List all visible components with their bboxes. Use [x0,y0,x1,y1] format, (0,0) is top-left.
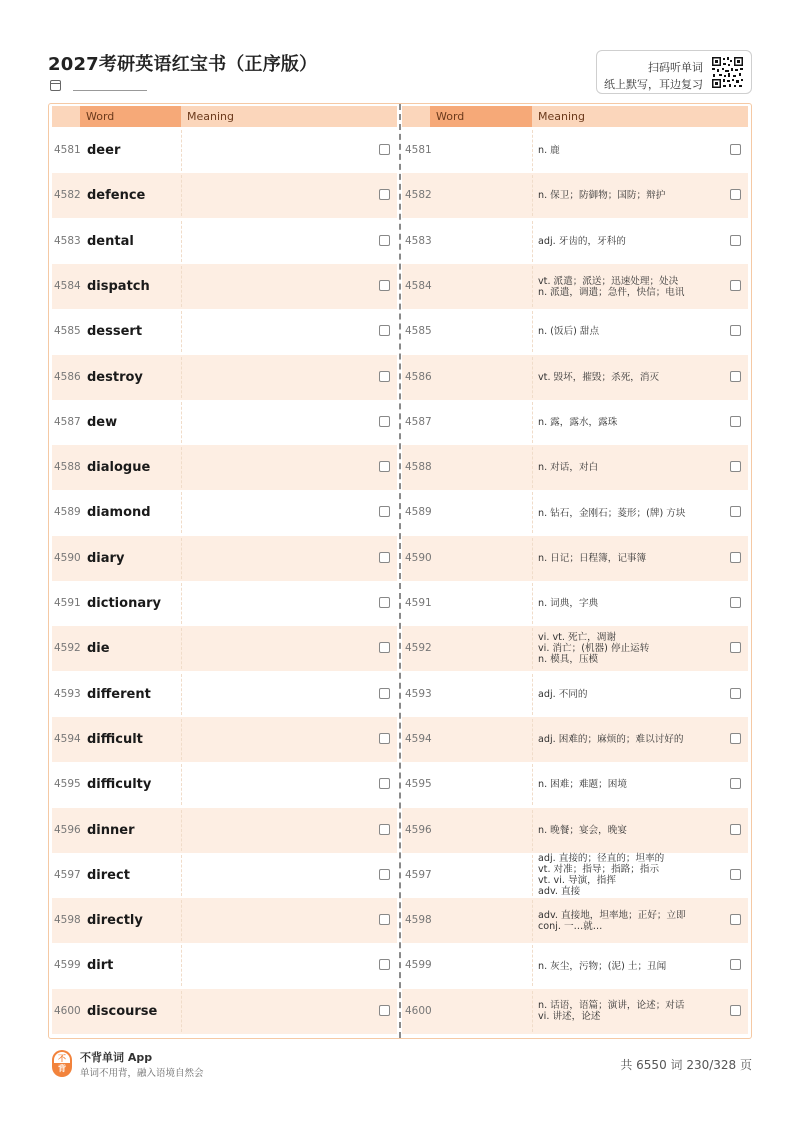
meaning-checkbox[interactable] [730,914,741,925]
entry-meaning: n. 钻石，金刚石；菱形；(牌) 方块 [538,507,686,519]
word-blank-cell [532,175,533,216]
fold-divider [399,104,401,1038]
qr-caption-listen: 扫码听单词 [648,61,703,74]
entry-number: 4595 [54,778,81,791]
entry-number: 4588 [405,461,432,474]
entry-number: 4586 [54,370,81,383]
entry-meaning: n. (饭后) 甜点 [538,326,600,338]
entry-word: dictionary [87,596,161,611]
word-checkbox[interactable] [379,189,390,200]
meaning-blank-cell [181,402,182,443]
entry-meaning: vi. vt. 死亡，凋谢 vi. 消亡；(机器) 停止运转 n. 模具，压模 [538,632,650,666]
entry-meaning: n. 对话，对白 [538,462,599,474]
word-checkbox[interactable] [379,235,390,246]
logo-top-char: 不 [52,1050,72,1064]
meaning-checkbox[interactable] [730,371,741,382]
app-logo [52,1050,72,1078]
entry-meaning: n. 困难；难题；困境 [538,779,627,791]
word-blank-cell [532,402,533,443]
date-blank-line [73,80,147,91]
entry-number: 4597 [405,868,432,881]
meaning-checkbox[interactable] [730,280,741,291]
word-blank-cell [532,130,533,171]
entry-number: 4584 [405,279,432,292]
entry-meaning: n. 词典，字典 [538,598,599,610]
entry-number: 4596 [54,823,81,836]
entry-word: dew [87,414,118,430]
entry-meaning: adj. 困难的；麻烦的；难以讨好的 [538,734,684,746]
entry-number: 4581 [405,144,432,156]
meaning-blank-cell [181,538,182,579]
word-blank-cell [532,764,533,805]
meaning-checkbox[interactable] [730,733,741,744]
entry-number: 4591 [405,597,432,609]
qr-audio-card[interactable] [596,50,752,94]
entry-meaning: adj. 不同的 [538,688,588,700]
meaning-blank-cell [181,674,182,715]
entry-number: 4599 [405,959,432,972]
word-blank-cell [532,538,533,579]
meaning-blank-cell [181,221,182,262]
meaning-blank-cell [181,357,182,398]
entry-number: 4594 [405,732,432,745]
left-meaning-header: Meaning [181,106,373,127]
word-blank-cell [532,447,533,488]
entry-word: defence [87,188,146,204]
meaning-blank-cell [181,266,182,307]
right-num-header [402,106,430,127]
meaning-checkbox[interactable] [730,325,741,336]
entry-meaning: vt. 毁坏，摧毁；杀死，消灭 [538,371,660,383]
entry-meaning: adj. 直接的；径直的；坦率的 vt. 对准；指导；指路；指示 vt. vi. 导演，指挥 adv. 直接 [538,853,665,898]
entry-word: dental [87,233,134,249]
entry-meaning: n. 日记；日程簿，记事簿 [538,552,647,564]
word-blank-cell [532,311,533,352]
meaning-checkbox[interactable] [730,959,741,970]
entry-meaning: adv. 直接地，坦率地；正好；立即 conj. 一…就… [538,909,686,932]
meaning-blank-cell [181,447,182,488]
entry-number: 4598 [54,914,81,927]
meaning-checkbox[interactable] [730,552,741,563]
meaning-checkbox[interactable] [730,416,741,427]
entry-meaning: vt. 派遣；派送；迅速处理；处决 n. 派遣，调遣；急件，快信；电讯 [538,275,685,298]
entry-word: difficulty [87,777,152,793]
meaning-checkbox[interactable] [730,688,741,699]
word-checkbox[interactable] [379,824,390,835]
entry-number: 4588 [54,461,81,474]
entry-word: direct [87,867,130,883]
right-check-header [722,106,748,127]
entry-number: 4600 [54,1004,81,1017]
word-checkbox[interactable] [379,325,390,336]
word-checkbox[interactable] [379,144,390,155]
meaning-blank-cell [181,810,182,851]
word-checkbox[interactable] [379,914,390,925]
entry-meaning: n. 晚餐；宴会，晚宴 [538,824,627,836]
meaning-blank-cell [181,945,182,986]
entry-number: 4582 [54,189,81,202]
meaning-blank-cell [181,492,182,533]
word-checkbox[interactable] [379,416,390,427]
meaning-checkbox[interactable] [730,642,741,653]
footer-slogan: 单词不用背，融入语境自然会 [80,1068,204,1079]
meaning-checkbox[interactable] [730,869,741,880]
word-checkbox[interactable] [379,597,390,608]
meaning-checkbox[interactable] [730,506,741,517]
word-checkbox[interactable] [379,869,390,880]
entry-number: 4590 [405,551,432,564]
entry-number: 4581 [54,144,81,156]
logo-bottom-char: 背 [52,1063,72,1077]
entry-word: dessert [87,324,143,340]
entry-number: 4596 [405,823,432,836]
qr-code-icon[interactable] [711,56,744,89]
meaning-blank-cell [181,311,182,352]
entry-number: 4585 [405,325,432,338]
word-checkbox[interactable] [379,506,390,517]
word-blank-cell [532,492,533,533]
calendar-icon [50,80,61,91]
left-word-header: Word [80,106,181,127]
meaning-blank-cell [181,583,182,624]
right-meaning-header: Meaning [532,106,722,127]
word-checkbox[interactable] [379,280,390,291]
entry-number: 4593 [405,687,432,700]
entry-word: different [87,686,151,702]
entry-word: diamond [87,505,151,521]
entry-word: destroy [87,369,143,385]
word-blank-cell [532,357,533,398]
entry-number: 4589 [54,506,81,519]
word-blank-cell [532,674,533,715]
entry-number: 4598 [405,914,432,927]
entry-number: 4592 [405,642,432,655]
entry-word: discourse [87,1003,158,1019]
meaning-checkbox[interactable] [730,235,741,246]
word-blank-cell [532,221,533,262]
date-field [50,80,147,91]
entry-word: dirt [87,958,114,974]
word-blank-cell [532,810,533,851]
word-checkbox[interactable] [379,1005,390,1016]
meaning-checkbox[interactable] [730,597,741,608]
page-title: 2027考研英语红宝书（正序版） [48,54,318,75]
entry-word: difficult [87,731,143,747]
word-blank-cell [532,900,533,941]
word-blank-cell [532,991,533,1032]
meaning-blank-cell [181,855,182,896]
entry-number: 4586 [405,370,432,383]
entry-number: 4595 [405,778,432,791]
meaning-blank-cell [181,628,182,669]
word-checkbox[interactable] [379,778,390,789]
entry-meaning: n. 保卫；防御物；国防；辩护 [538,190,666,202]
right-word-header: Word [430,106,532,127]
left-num-header [52,106,80,127]
word-blank-cell [532,945,533,986]
entry-number: 4591 [54,597,81,609]
entry-number: 4583 [54,234,81,247]
entry-number: 4587 [54,415,81,428]
word-checkbox[interactable] [379,688,390,699]
meaning-checkbox[interactable] [730,1005,741,1016]
word-checkbox[interactable] [379,959,390,970]
meaning-checkbox[interactable] [730,461,741,472]
entry-meaning: n. 鹿 [538,145,560,157]
entry-number: 4585 [54,325,81,338]
entry-word: dispatch [87,278,150,294]
word-checkbox[interactable] [379,371,390,382]
entry-word: dialogue [87,460,151,476]
footer-page-info: 共 6550 词 230/328 页 [620,1058,752,1072]
entry-number: 4592 [54,642,81,655]
entry-number: 4593 [54,687,81,700]
word-blank-cell [532,266,533,307]
entry-number: 4594 [54,732,81,745]
entry-number: 4584 [54,279,81,292]
word-blank-cell [532,719,533,760]
word-checkbox[interactable] [379,733,390,744]
entry-number: 4590 [54,551,81,564]
meaning-blank-cell [181,900,182,941]
entry-number: 4583 [405,234,432,247]
meaning-blank-cell [181,764,182,805]
entry-meaning: n. 露，露水，露珠 [538,416,618,428]
entry-meaning: n. 话语，语篇；演讲，论述；对话 vi. 讲述，论述 [538,1000,685,1023]
entry-word: die [87,641,110,657]
meaning-checkbox[interactable] [730,144,741,155]
entry-number: 4600 [405,1004,432,1017]
word-blank-cell [532,583,533,624]
entry-word: deer [87,143,121,158]
left-check-header [373,106,397,127]
entry-word: diary [87,550,125,566]
entry-number: 4599 [54,959,81,972]
word-blank-cell [532,855,533,896]
entry-number: 4589 [405,506,432,519]
entry-number: 4587 [405,415,432,428]
word-checkbox[interactable] [379,552,390,563]
meaning-blank-cell [181,175,182,216]
meaning-blank-cell [181,719,182,760]
word-blank-cell [532,628,533,669]
entry-meaning: adj. 牙齿的，牙科的 [538,235,626,247]
qr-caption-review: 纸上默写，耳边复习 [604,78,703,91]
meaning-blank-cell [181,991,182,1032]
meaning-blank-cell [181,130,182,171]
entry-number: 4597 [54,868,81,881]
entry-number: 4582 [405,189,432,202]
meaning-checkbox[interactable] [730,824,741,835]
meaning-checkbox[interactable] [730,189,741,200]
word-checkbox[interactable] [379,461,390,472]
footer-app-name: 不背单词 App [80,1051,153,1064]
word-checkbox[interactable] [379,642,390,653]
meaning-checkbox[interactable] [730,778,741,789]
entry-word: directly [87,913,143,929]
entry-meaning: n. 灰尘，污物；(泥) 土；丑闻 [538,960,667,972]
entry-word: dinner [87,822,135,838]
